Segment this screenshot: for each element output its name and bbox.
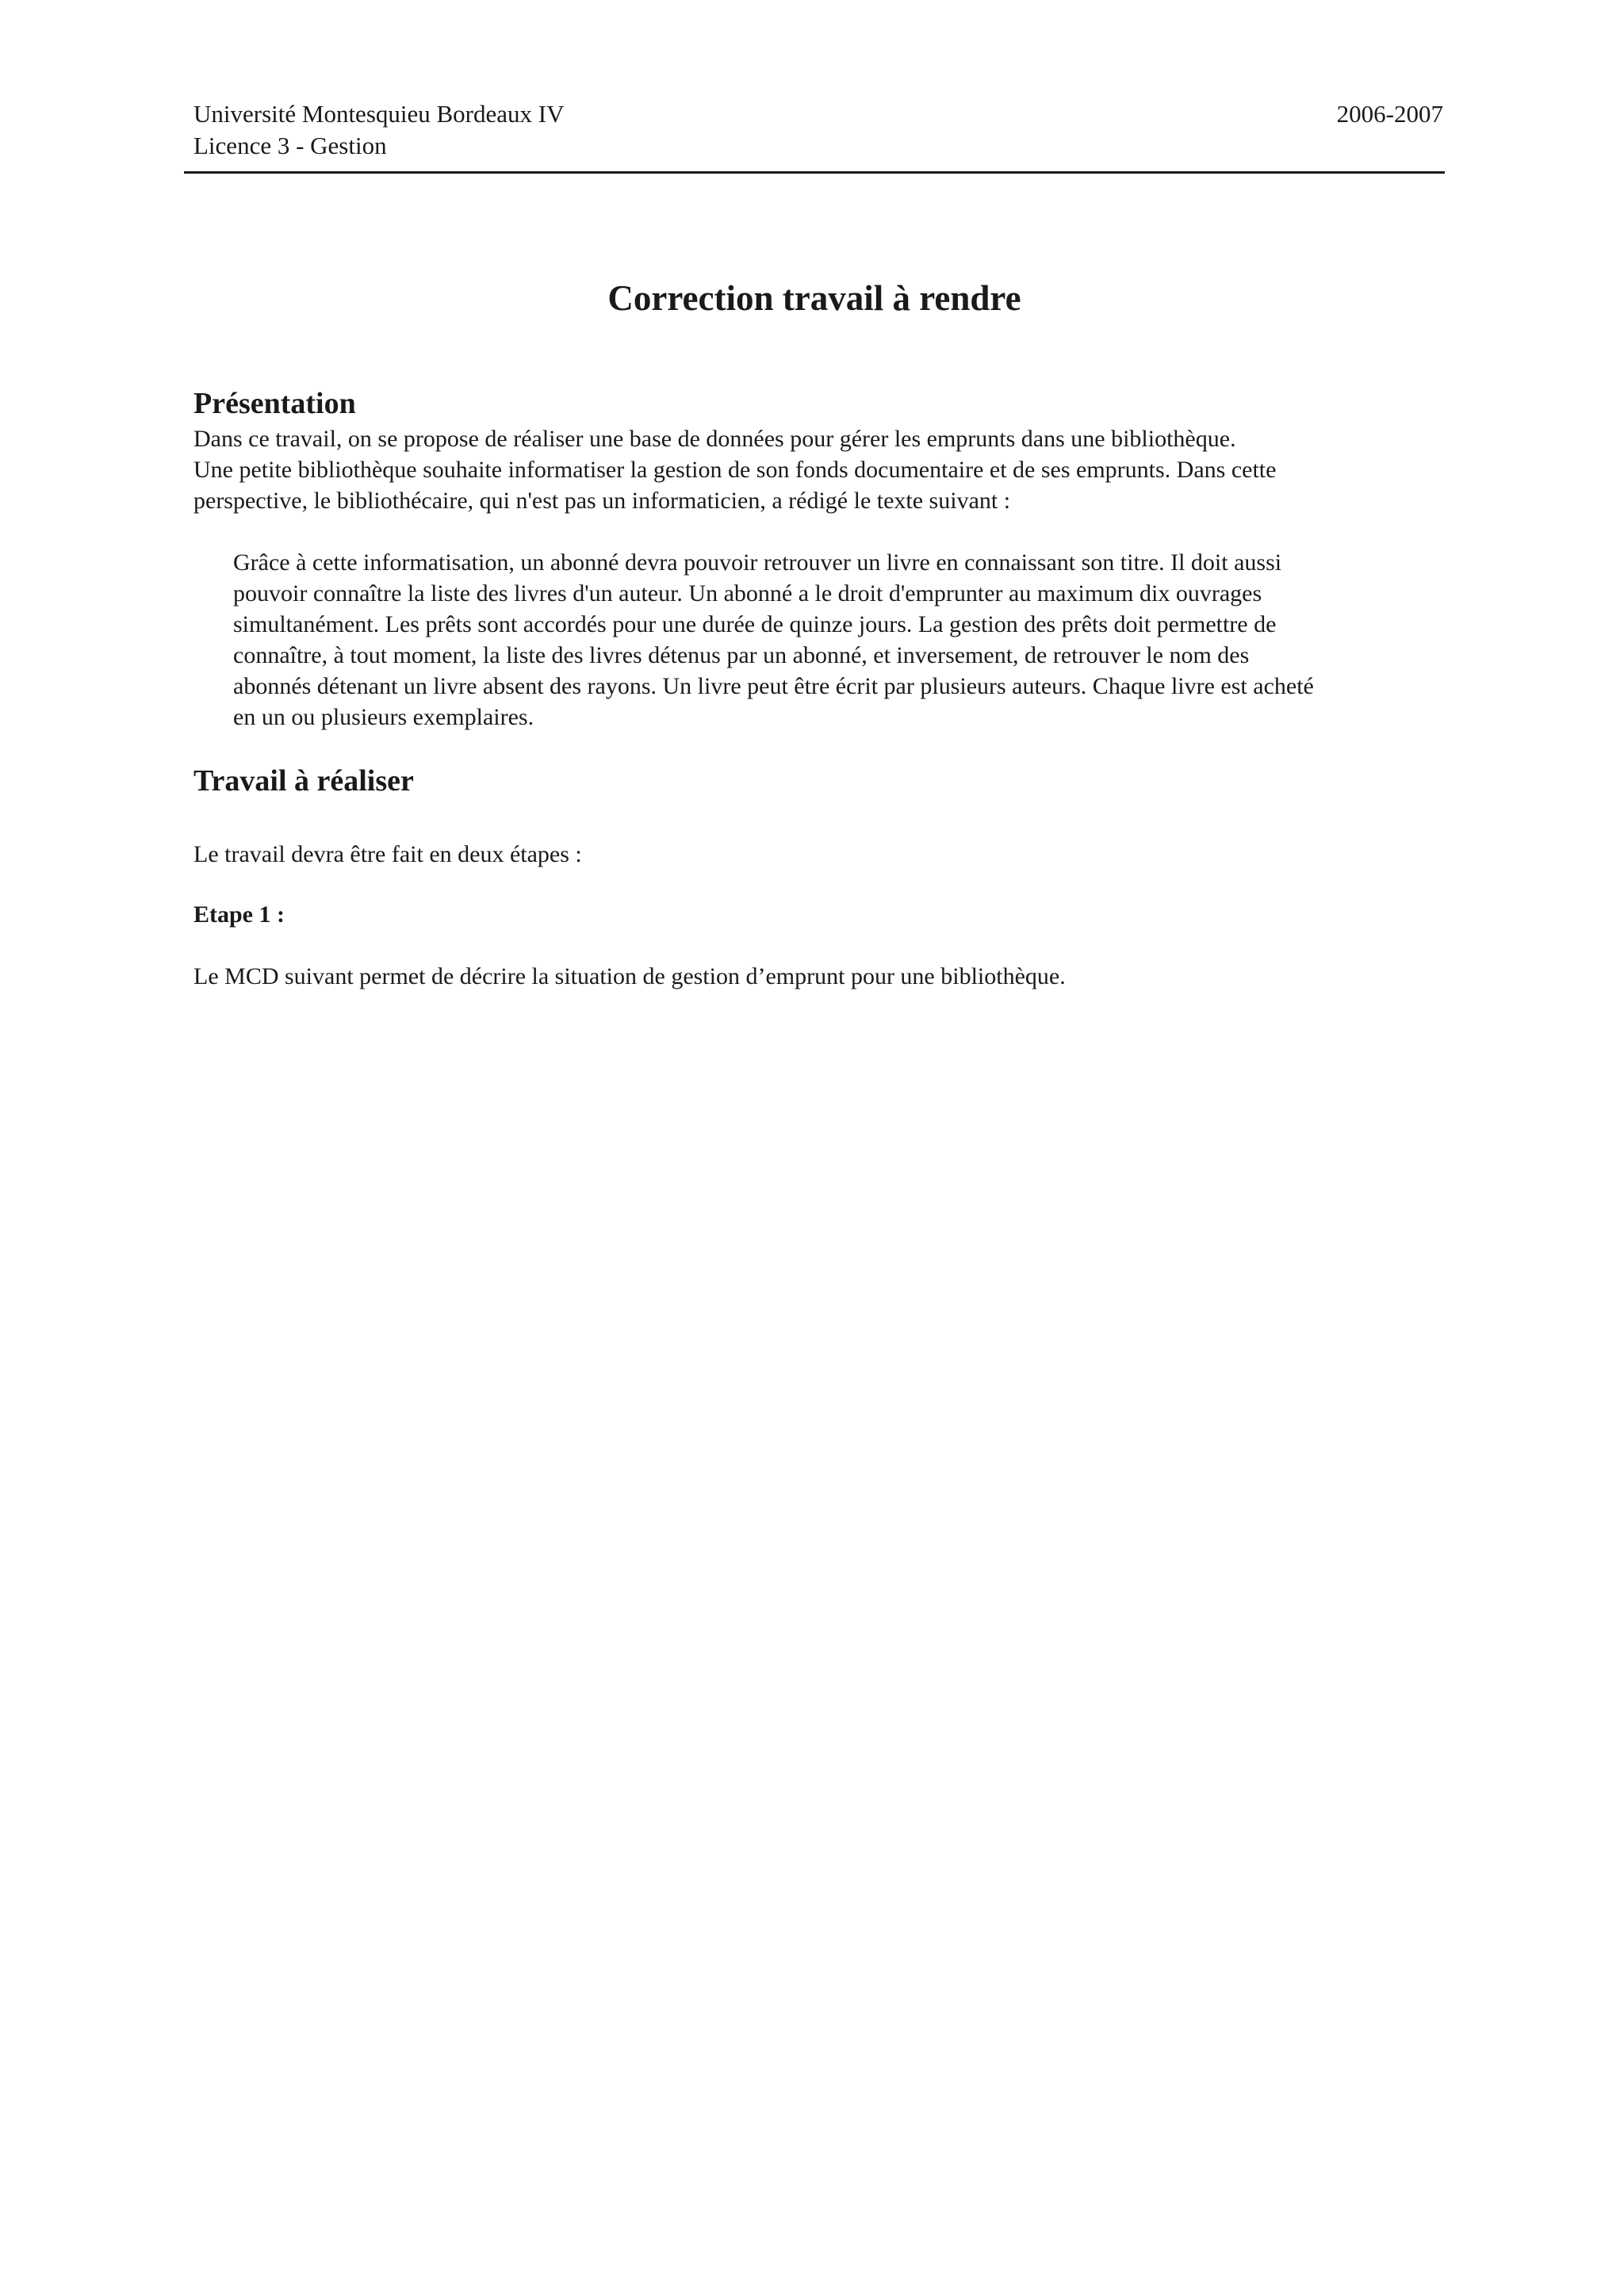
- step1-heading: Etape 1 :: [193, 901, 285, 928]
- travail-intro: [193, 839, 1446, 870]
- intro-line: Une petite bibliothèque souhaite informatiser la gestion de son fonds documentaire et de ses emprunts. Dans cette: [193, 457, 1277, 483]
- step1-line: Le MCD suivant permet de décrire la situation de gestion d’emprunt pour une bibliothèque.: [193, 963, 1066, 989]
- quote-line: abonnés détenant un livre absent des rayons. Un livre peut être écrit par plusieurs auteurs. Chaque livre est acheté: [233, 673, 1314, 699]
- quote-line: en un ou plusieurs exemplaires.: [233, 704, 534, 730]
- intro-line: perspective, le bibliothécaire, qui n'est pas un informaticien, a rédigé le texte suivant :: [193, 488, 1011, 514]
- quote-line: pouvoir connaître la liste des livres d'un auteur. Un abonné a le droit d'emprunter au maximum dix ouvrages: [233, 580, 1262, 607]
- quote-line: connaître, à tout moment, la liste des livres détenus par un abonné, et inversement, de retrouver le nom des: [233, 642, 1250, 668]
- header-divider: [184, 171, 1445, 174]
- presentation-heading: Présentation: [193, 387, 356, 420]
- quote-line: simultanément. Les prêts sont accordés pour une durée de quinze jours. La gestion des prêts doit permettre de: [233, 611, 1277, 637]
- header-institution: Université Montesquieu Bordeaux IV: [193, 100, 565, 128]
- step1-text: [193, 961, 1446, 992]
- header-year: 2006-2007: [1336, 100, 1443, 128]
- presentation-intro: [193, 423, 1446, 516]
- librarian-quote: [233, 547, 1446, 733]
- intro-line: Dans ce travail, on se propose de réaliser une base de données pour gérer les emprunts dans une bibliothèque.: [193, 426, 1236, 452]
- travail-intro-line: Le travail devra être fait en deux étapes :: [193, 841, 582, 867]
- travail-heading: Travail à réaliser: [193, 764, 414, 798]
- header-program: Licence 3 - Gestion: [193, 132, 387, 159]
- header-right: [1337, 98, 1443, 130]
- header-left: [193, 98, 564, 162]
- document-title: Correction travail à rendre: [607, 278, 1021, 318]
- quote-line: Grâce à cette informatisation, un abonné devra pouvoir retrouver un livre en connaissant son titre. Il doit aussi: [233, 549, 1282, 576]
